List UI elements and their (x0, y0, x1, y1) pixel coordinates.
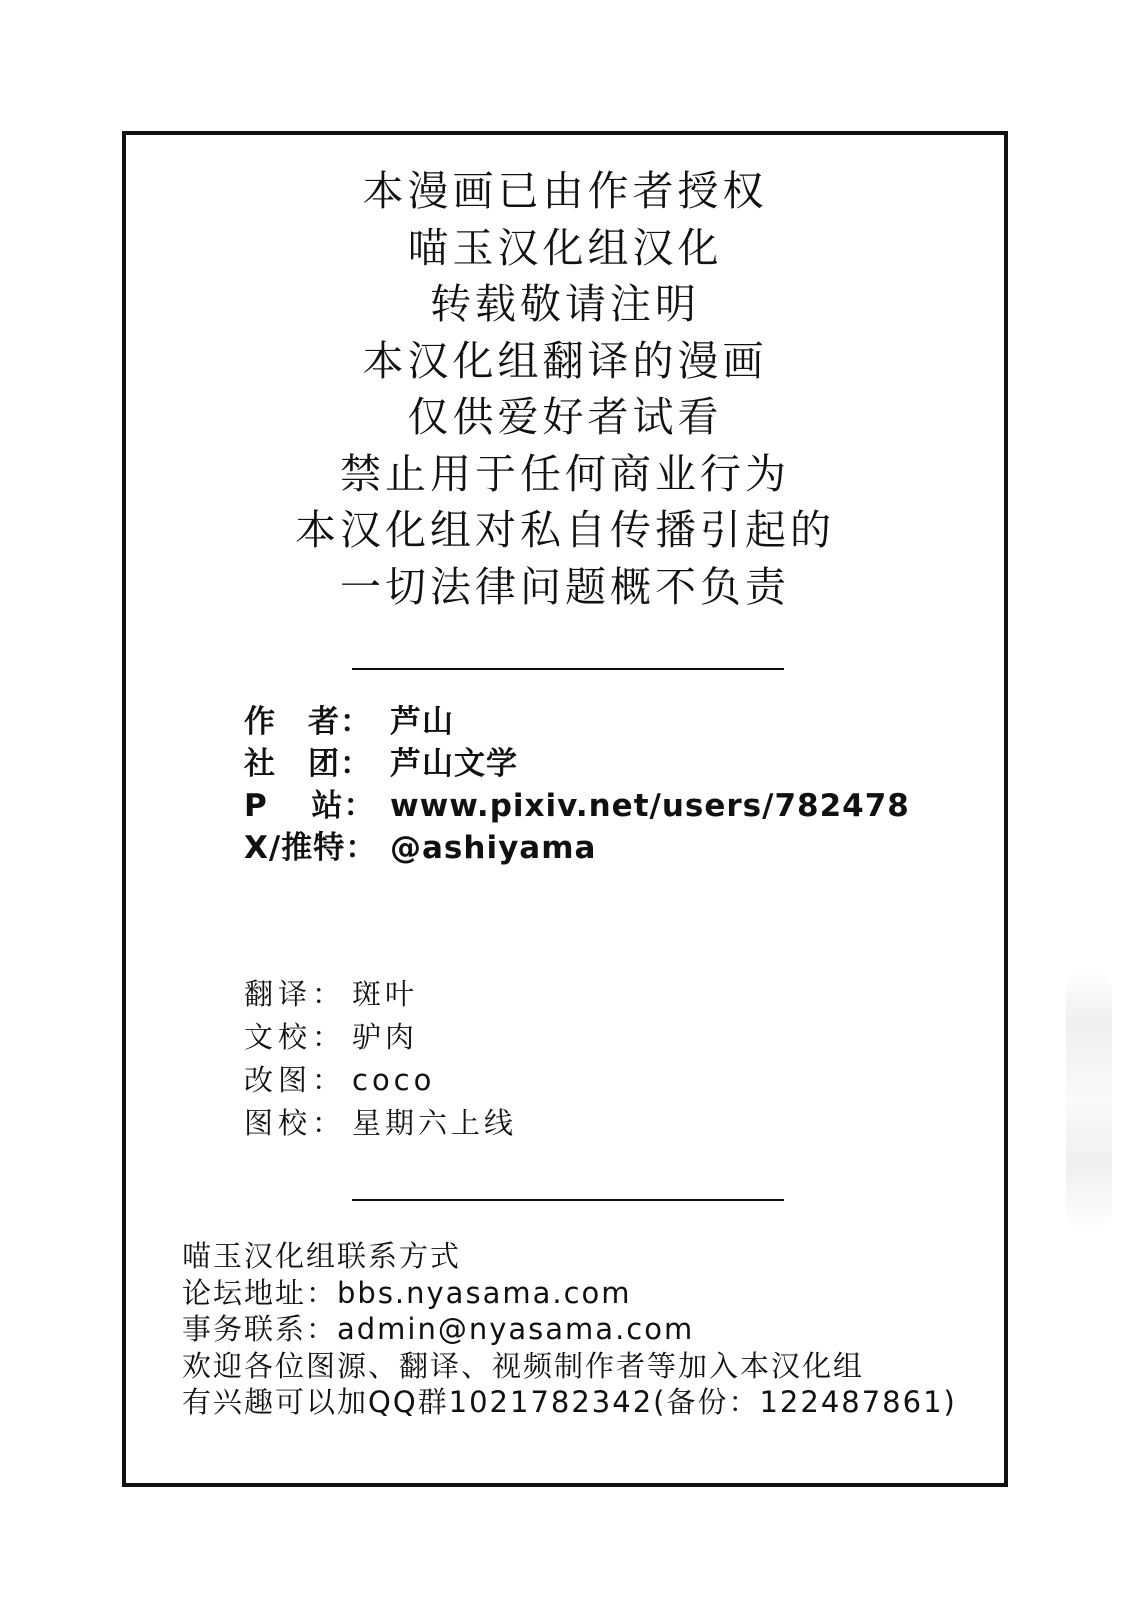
forum-address: 论坛地址：bbs.nyasama.com (182, 1275, 632, 1310)
contact-heading: 喵玉汉化组联系方式 (182, 1239, 462, 1273)
credit-row-twitter (244, 827, 910, 869)
staff-row-typeset (244, 1059, 517, 1102)
staff-value: 斑叶 (352, 977, 419, 1011)
divider (352, 668, 784, 670)
staff-label: 翻译： (244, 977, 347, 1011)
credit-label: 作 者： (244, 704, 372, 740)
staff-credits (244, 973, 517, 1145)
staff-value: coco (352, 1063, 436, 1097)
credit-value: www.pixiv.net/users/782478 (390, 788, 910, 824)
contact-info (182, 1238, 957, 1421)
notice-line: 本漫画已由作者授权 (362, 167, 768, 215)
credit-label: 社 团： (244, 746, 372, 782)
credit-value: 芦山文学 (390, 746, 518, 782)
credit-label: P 站： (244, 788, 376, 824)
staff-value: 驴肉 (352, 1020, 419, 1054)
business-contact: 事务联系：admin@nyasama.com (182, 1312, 695, 1346)
credits-frame (122, 131, 1008, 1487)
credit-value: 芦山 (390, 704, 454, 740)
staff-label: 文校： (244, 1020, 347, 1054)
notice-line: 喵玉汉化组汉化 (407, 223, 723, 272)
notice-line: 禁止用于任何商业行为 (340, 449, 790, 498)
divider (352, 1199, 784, 1201)
staff-label: 图校： (244, 1106, 347, 1140)
notice-line: 本汉化组对私自传播引起的 (295, 506, 835, 554)
credit-row-circle (244, 743, 910, 785)
authorization-notice (126, 163, 1004, 615)
notice-line: 本汉化组翻译的漫画 (362, 336, 768, 385)
credit-value: @ashiyama (390, 830, 597, 866)
author-credits (244, 701, 910, 869)
staff-row-translation (244, 973, 517, 1016)
qq-group: 有兴趣可以加QQ群1021782342(备份：122487861) (182, 1385, 957, 1419)
notice-line: 一切法律问题概不负责 (340, 562, 790, 611)
notice-line: 仅供爱好者试看 (407, 393, 723, 441)
staff-label: 改图： (244, 1063, 347, 1097)
credit-row-author (244, 701, 910, 743)
recruitment-note: 欢迎各位图源、翻译、视频制作者等加入本汉化组 (182, 1348, 865, 1383)
scan-artifact (1066, 970, 1112, 1230)
staff-row-image-check (244, 1102, 517, 1145)
staff-row-proofread (244, 1016, 517, 1059)
staff-value: 星期六上线 (352, 1106, 518, 1140)
notice-line: 转载敬请注明 (430, 280, 700, 328)
credit-label: X/推特： (244, 830, 378, 866)
credit-row-pixiv (244, 785, 910, 827)
